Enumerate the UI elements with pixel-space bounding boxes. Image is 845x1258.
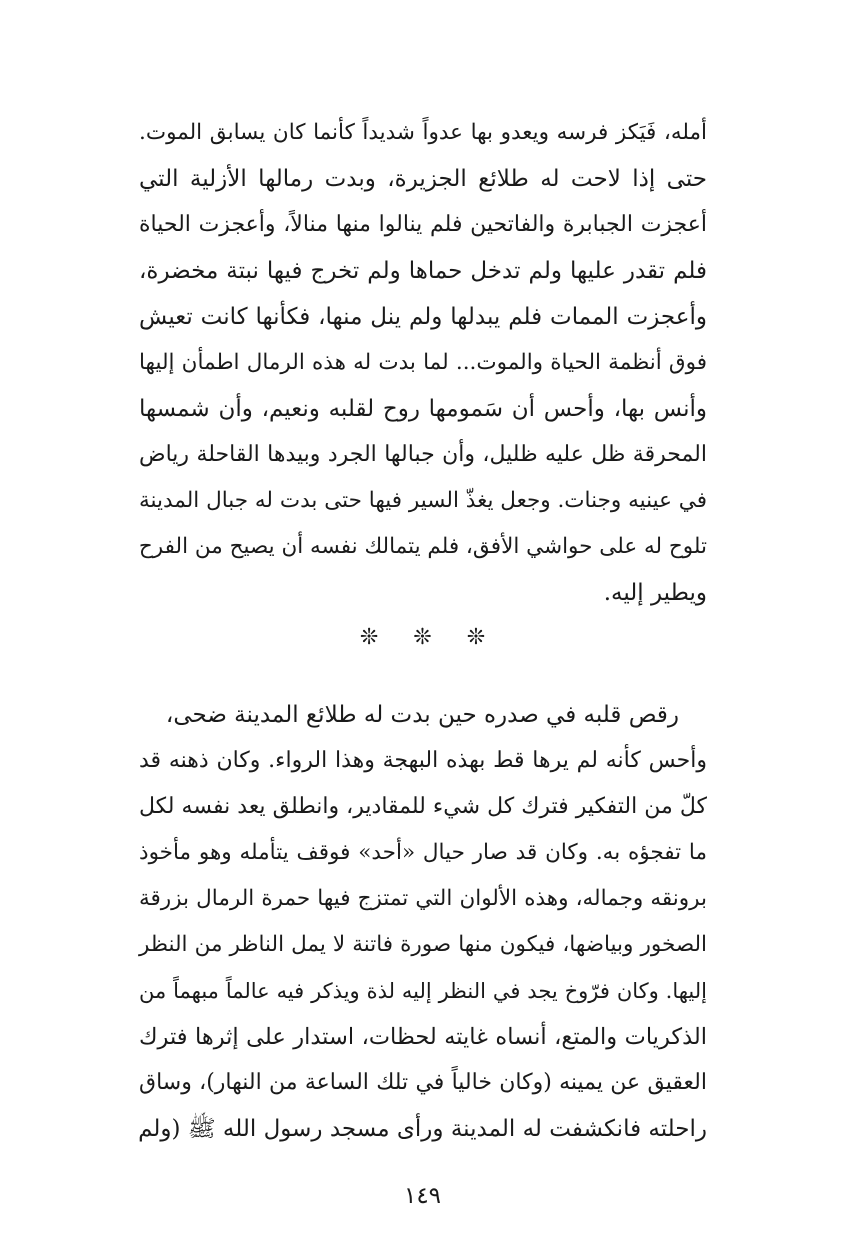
text-line: فلم تقدر عليها ولم تدخل حماها ولم تخرج فيها نبتة مخضرة، [139, 258, 707, 284]
asterism-mark: ❊ [359, 625, 379, 650]
text-line: في عينيه وجنات. وجعل يغذّ السير فيها حتى بدت له جبال المدينة [139, 488, 707, 513]
text-line: الذكريات والمتع، أنساه غايته لحظات، استدار على إثرها فترك [139, 1024, 707, 1050]
text-line: تلوح له على حواشي الأفق، فلم يتمالك نفسه أن يصيح من الفرح [138, 534, 707, 559]
page-number: ١٤٩ [403, 1183, 442, 1209]
section-separator [0, 618, 845, 658]
text-line: الصخور وبياضها، فيكون منها صورة فاتنة لا يمل الناظر من النظر [139, 932, 707, 957]
text-line: فوق أنظمة الحياة والموت... لما بدت له هذه الرمال اطمأن إليها [139, 350, 707, 375]
text-line: حتى إذا لاحت له طلائع الجزيرة، وبدت رمالها الأزلية التي [139, 166, 707, 192]
text-line: كلّ من التفكير فترك كل شيء للمقادير، وانطلق يعد نفسه لكل [139, 794, 707, 819]
asterism-mark: ❊ [466, 625, 486, 650]
paragraph-1 [139, 110, 707, 616]
text-line: ما تفجؤه به. وكان قد صار حيال «أحد» فوقف يتأمله وهو مأخوذ [139, 840, 707, 865]
text-line: العقيق عن يمينه (وكان خالياً في تلك الساعة من النهار)، وساق [139, 1070, 707, 1095]
text-line: إليها. وكان فرّوخ يجد في النظر إليه لذة ويذكر فيه عالماً مبهماً من [139, 979, 707, 1003]
text-line: أعجزت الجبابرة والفاتحين فلم ينالوا منها منالاً، وأعجزت الحياة [139, 212, 707, 237]
asterism-mark: ❊ [413, 625, 432, 650]
paragraph-2 [139, 692, 707, 1152]
text-line: ويطير إليه. [603, 580, 707, 606]
text-line: وأعجزت الممات فلم يبدلها ولم ينل منها، فكأنها كانت تعيش [139, 304, 707, 330]
text-line: وأنس بها، وأحس أن سَمومها روح لقلبه ونعيم، وأن شمسها [139, 396, 707, 422]
text-line: أمله، فَيَكز فرسه ويعدو بها عدواً شديداً كأنما كان يسابق الموت. [139, 120, 707, 145]
text-line: رقص قلبه في صدره حين بدت له طلائع المدينة ضحى، [165, 702, 679, 728]
text-line: برونقه وجماله، وهذه الألوان التي تمتزج فيها حمرة الرمال بزرقة [139, 886, 707, 911]
text-line: وأحس كأنه لم يرها قط بهذه البهجة وهذا الرواء. وكان ذهنه قد [139, 748, 707, 773]
text-line: المحرقة ظل عليه ظليل، وأن جبالها الجرد وبيدها القاحلة رياض [139, 442, 707, 467]
text-line: راحلته فانكشفت له المدينة ورأى مسجد رسول الله ﷺ (ولم [138, 1116, 707, 1142]
